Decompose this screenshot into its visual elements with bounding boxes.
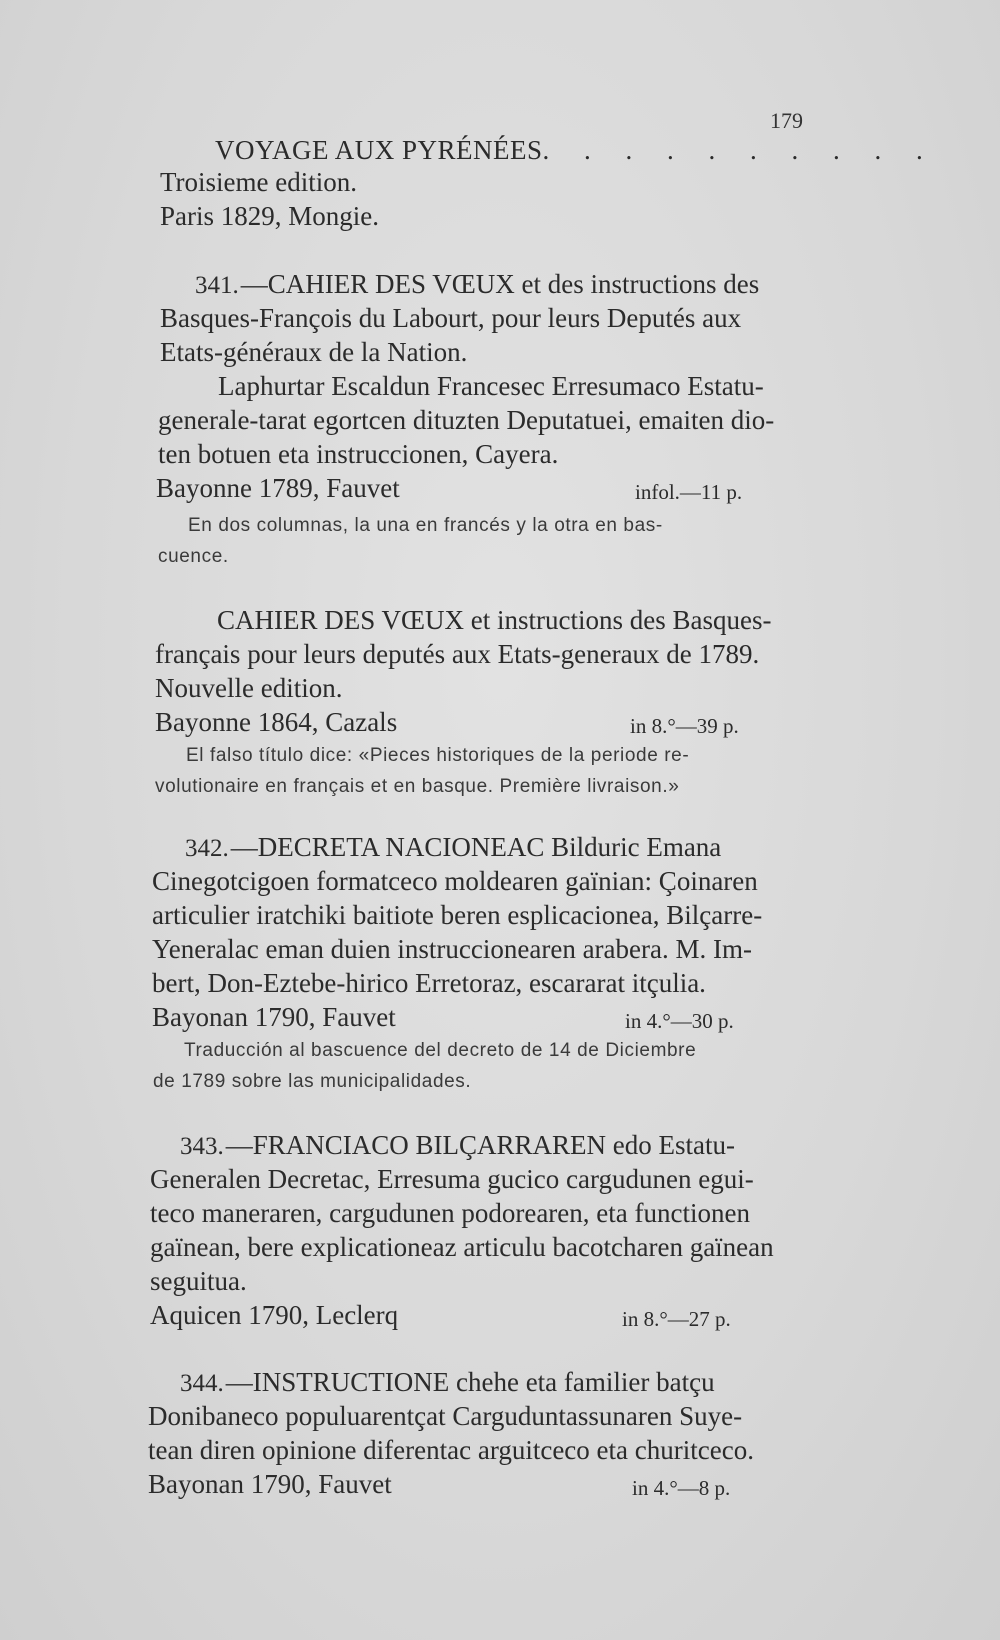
- entry-342-note-line-2: de 1789 sobre las municipalidades.: [153, 1071, 472, 1092]
- entry-1864-line-2: français pour leurs deputés aux Etats-generaux de 1789.: [155, 639, 760, 669]
- entry-343-number: 343.: [180, 1133, 224, 1160]
- header-title-text: VOYAGE AUX PYRÉNÉES: [215, 135, 543, 165]
- entry-341-basque-line-1: Laphurtar Escaldun Francesec Erresumaco Estatu-: [218, 371, 764, 401]
- entry-343-line-2: Generalen Decretac, Erresuma gucico cargudunen egui-: [150, 1164, 754, 1194]
- entry-341-line-1: [195, 268, 759, 302]
- entry-344-line-2: Donibaneco populuarentçat Carguduntassunaren Suye-: [148, 1401, 743, 1431]
- header-imprint: Paris 1829, Mongie.: [160, 201, 379, 231]
- entry-344-line-1: [180, 1366, 715, 1400]
- header-title-dots: . . . . . . . . . .: [542, 135, 937, 165]
- entry-342-line-4: Yeneralac eman duien instruccionearen arabera. M. Im-: [152, 934, 752, 964]
- entry-341-imprint: Bayonne 1789, Fauvet: [156, 473, 400, 503]
- entry-341-line-1-text: —CAHIER DES VŒUX et des instructions des: [240, 269, 760, 299]
- entry-1864-note-line-1: El falso título dice: «Pieces historiques de la periode re-: [186, 745, 690, 766]
- entry-343-imprint: Aquicen 1790, Leclerq: [150, 1300, 399, 1330]
- entry-341-number: 341.: [195, 272, 239, 299]
- entry-342-line-1: [185, 831, 721, 865]
- entry-342-line-1-text: —DECRETA NACIONEAC Bilduric Emana: [230, 832, 722, 862]
- entry-344-number: 344.: [180, 1370, 224, 1397]
- entry-344-imprint: Bayonan 1790, Fauvet: [148, 1469, 392, 1499]
- entry-341-note-line-1: En dos columnas, la una en francés y la otra en bas-: [188, 515, 663, 536]
- header-edition: Troisieme edition.: [160, 167, 358, 197]
- entry-341-basque-line-3: ten botuen eta instruccionen, Cayera.: [158, 439, 559, 469]
- entry-343-line-1-text: —FRANCIACO BILÇARRAREN edo Estatu-: [225, 1130, 736, 1160]
- entry-342-format: in 4.°—30 p.: [625, 1009, 734, 1033]
- entry-1864-line-3: Nouvelle edition.: [155, 673, 343, 703]
- entry-1864-note-line-2: volutionaire en français et en basque. Première livraison.»: [155, 776, 680, 797]
- entry-1864-line-1: CAHIER DES VŒUX et instructions des Basques-: [217, 605, 772, 635]
- entry-344-format: in 4.°—8 p.: [632, 1476, 731, 1500]
- entry-343-line-4: gaïnean, bere explicationeaz articulu bacotcharen gaïnean: [150, 1232, 774, 1262]
- entry-342-line-2: Cinegotcigoen formatceco moldearen gaïnian: Çoinaren: [152, 866, 758, 896]
- entry-342-line-5: bert, Don-Eztebe-hirico Erretoraz, escararat itçulia.: [152, 968, 706, 998]
- entry-342-line-3: articulier iratchiki baitiote beren esplicacionea, Bilçarre-: [152, 900, 763, 930]
- entry-343-line-5: seguitua.: [150, 1266, 247, 1296]
- entry-342-note-line-1: Traducción al bascuence del decreto de 14 de Diciembre: [184, 1040, 697, 1061]
- entry-342-imprint: Bayonan 1790, Fauvet: [152, 1002, 396, 1032]
- entry-1864-imprint: Bayonne 1864, Cazals: [155, 707, 398, 737]
- entry-342-number: 342.: [185, 835, 229, 862]
- entry-344-line-1-text: —INSTRUCTIONE chehe eta familier batçu: [225, 1367, 715, 1397]
- entry-1864-format: in 8.°—39 p.: [630, 714, 739, 738]
- page-number: 179: [770, 108, 803, 133]
- entry-344-line-3: tean diren opinione diferentac arguitceco eta churitceco.: [148, 1435, 754, 1465]
- entry-341-basque-line-2: generale-tarat egortcen dituzten Deputatuei, emaiten dio-: [158, 405, 775, 435]
- entry-343-line-1: [180, 1129, 735, 1163]
- entry-341-line-3: Etats-généraux de la Nation.: [160, 337, 468, 367]
- entry-341-note-line-2: cuence.: [158, 546, 229, 567]
- entry-341-format: infol.—11 p.: [635, 480, 743, 504]
- header-title: [215, 134, 937, 166]
- entry-343-line-3: teco maneraren, cargudunen podorearen, eta functionen: [150, 1198, 750, 1228]
- entry-341-line-2: Basques-François du Labourt, pour leurs Deputés aux: [160, 303, 742, 333]
- entry-343-format: in 8.°—27 p.: [622, 1307, 731, 1331]
